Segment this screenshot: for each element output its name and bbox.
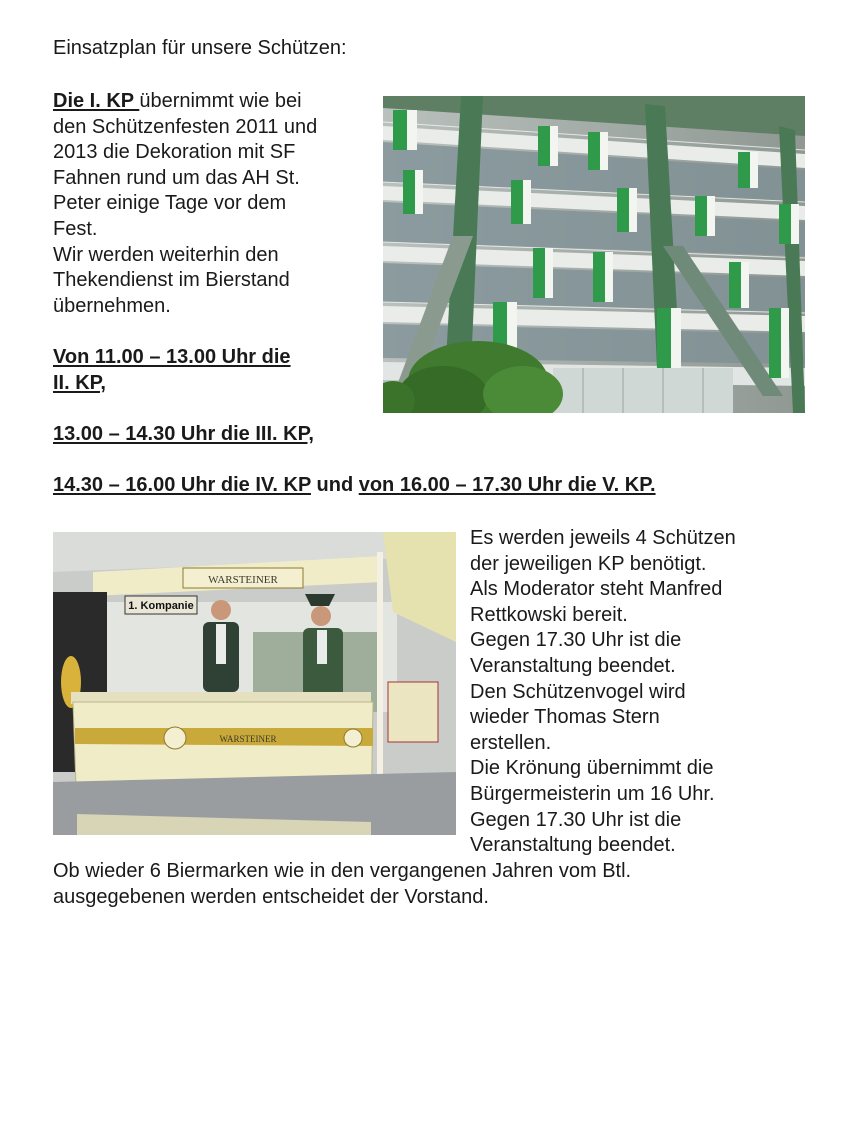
paragraph-line: der jeweiligen KP benötigt. bbox=[470, 552, 707, 575]
paragraph-line: Veranstaltung beendet. bbox=[470, 834, 676, 857]
paragraph-line: Rettkowski bereit. bbox=[470, 603, 628, 626]
beer-stand-photo bbox=[53, 532, 456, 835]
paragraph-line: Den Schützenvogel wird bbox=[470, 680, 686, 703]
paragraph-line: Thekendienst im Bierstand bbox=[53, 269, 290, 292]
schedule-slot-1: Von 11.00 – 13.00 Uhr die bbox=[53, 346, 291, 368]
schedule-slot-4: von 16.00 – 17.30 Uhr die V. KP. bbox=[358, 474, 656, 496]
paragraph-line: Fest. bbox=[53, 218, 98, 240]
brand-sign-counter: WARSTEINER bbox=[219, 734, 277, 744]
schedule-slot-3: 14.30 – 16.00 Uhr die IV. KP bbox=[53, 474, 311, 496]
text-span: übernimmt wie bei bbox=[139, 90, 302, 112]
brand-sign-top: WARSTEINER bbox=[208, 574, 278, 586]
paragraph-line: Fahnen rund um das AH St. bbox=[53, 166, 300, 189]
schedule-slot-3-4 bbox=[53, 473, 656, 499]
paragraph-line: Als Moderator steht Manfred bbox=[470, 578, 723, 601]
paragraph-line: den Schützenfesten 2011 und bbox=[53, 115, 318, 138]
paragraph-line: Gegen 17.30 Uhr ist die bbox=[470, 808, 682, 831]
schedule-join: und bbox=[310, 474, 359, 496]
company-sign: 1. Kompanie bbox=[128, 600, 194, 612]
paragraph-line: wieder Thomas Stern bbox=[470, 706, 660, 729]
paragraph-line: Gegen 17.30 Uhr ist die bbox=[470, 629, 682, 652]
paragraph-line: Ob wieder 6 Biermarken wie in den vergangenen Jahren vom Btl. bbox=[53, 860, 632, 882]
paragraph-line: Es werden jeweils 4 Schützen bbox=[470, 527, 736, 549]
paragraph-line: Wir werden weiterhin den bbox=[53, 243, 279, 266]
schedule-slot-1-cont: II. KP, bbox=[53, 371, 106, 394]
paragraph-line: ausgegebenen werden entscheidet der Vorstand. bbox=[53, 885, 489, 908]
paragraph-line: Peter einige Tage vor dem bbox=[53, 192, 287, 215]
schedule-slot-2: 13.00 – 14.30 Uhr die III. KP, bbox=[53, 423, 314, 445]
paragraph-line bbox=[53, 89, 302, 115]
company-label: Die I. KP bbox=[53, 90, 140, 112]
paragraph-line: 2013 die Dekoration mit SF bbox=[53, 141, 296, 164]
building-photo-drawing bbox=[383, 96, 805, 413]
building-photo bbox=[383, 96, 805, 413]
paragraph-line: Die Krönung übernimmt die bbox=[470, 757, 714, 780]
page-heading: Einsatzplan für unsere Schützen: bbox=[53, 37, 347, 59]
paragraph-line: übernehmen. bbox=[53, 294, 171, 317]
paragraph-line: Bürgermeisterin um 16 Uhr. bbox=[470, 783, 715, 805]
paragraph-line: Veranstaltung beendet. bbox=[470, 655, 676, 677]
beer-stand-drawing bbox=[53, 532, 456, 835]
paragraph-line: erstellen. bbox=[470, 731, 552, 754]
